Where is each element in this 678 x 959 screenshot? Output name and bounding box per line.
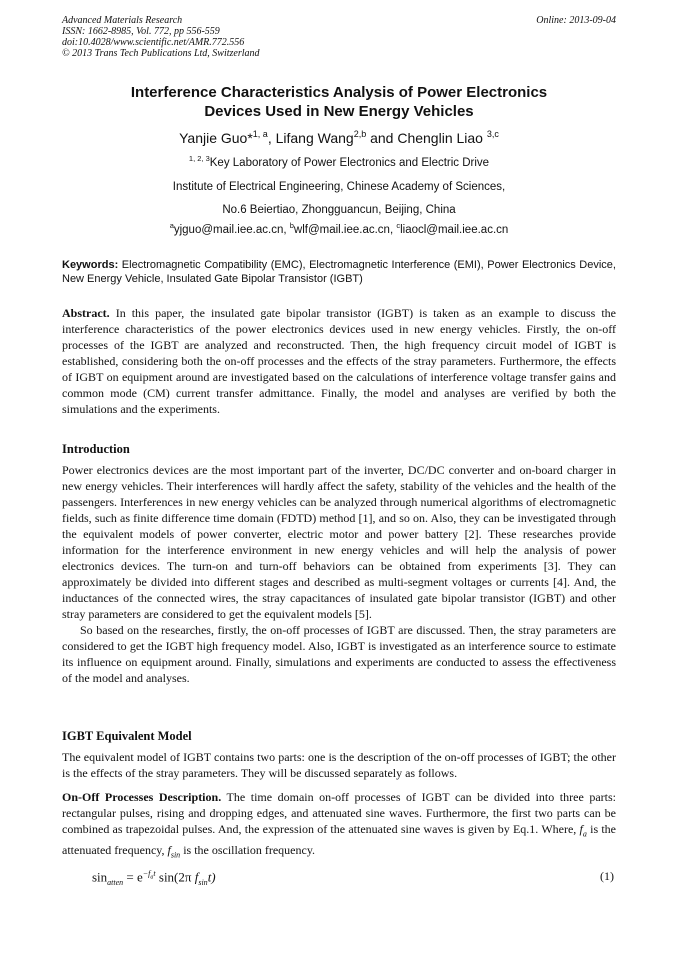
eq-exp: −f — [142, 869, 151, 878]
equation-body — [92, 869, 216, 887]
email-b: wlf@mail.iee.ac.cn, — [293, 224, 397, 236]
author-1: Yanjie Guo* — [179, 130, 253, 146]
onoff-label: On-Off Processes Description. — [62, 790, 222, 804]
journal-name: Advanced Materials Research — [62, 15, 183, 26]
doi-line: doi:10.4028/www.scientific.net/AMR.772.556 — [62, 37, 245, 48]
copyright-line: © 2013 Trans Tech Publications Ltd, Switzerland — [62, 48, 260, 59]
onoff-description — [62, 789, 616, 864]
email-b-sup: b — [289, 221, 294, 230]
section-heading-igbt-model: IGBT Equivalent Model — [62, 729, 192, 743]
symbol-f-sin: f — [167, 843, 171, 858]
eq-exp-t: t — [153, 869, 156, 878]
equation-number: (1) — [600, 869, 614, 883]
section-heading-introduction: Introduction — [62, 442, 130, 456]
affiliation-institute: Institute of Electrical Engineering, Chinese Academy of Sciences, — [172, 181, 506, 193]
author-emails — [62, 223, 616, 237]
introduction-body — [62, 462, 616, 686]
igbt-model-body — [62, 749, 616, 781]
eq-f: f — [194, 869, 199, 885]
eq-exp-sub: a — [150, 874, 154, 881]
introduction-paragraph-2: So based on the researches, firstly, the on-off processes of IGBT are discussed. Then, the stray parameters are considered to get the IGBT high frequency model. Also, IGBT is investigated as an interference source to estimate its influence on equipment around. Finally, simulations and experiments are conducted to assess the effectiveness of the model and analyses. — [62, 623, 616, 685]
eq-f-sub: sin — [198, 877, 208, 887]
onoff-text-b: is the attenuated frequency, — [62, 822, 616, 858]
author-3: and Chenglin Liao — [366, 130, 487, 146]
keywords — [62, 259, 616, 286]
journal-header — [62, 15, 616, 59]
author-1-affil: 1, a — [252, 129, 268, 139]
eq-t: t) — [207, 869, 216, 885]
affiliation-lab-text: Key Laboratory of Power Electronics and Electric Drive — [209, 157, 490, 169]
keywords-label: Keywords: — [62, 259, 119, 271]
title-line-1: Interference Characteristics Analysis of Power Electronics — [130, 84, 548, 101]
onoff-text-a: The time domain on-off processes of IGBT can be divided into three parts: rectangular pulses, rising and dropping edges, and attenuated sine waves. Furthermore, the first two parts can be combined as trapezoidal pulses. And, the expression of the attenuated sine waves is given by Eq.1. Where, — [62, 790, 616, 836]
online-date: Online: 2013-09-04 — [536, 15, 616, 26]
eq-sin2: sin(2π — [155, 869, 195, 885]
keywords-text: Electromagnetic Compatibility (EMC), Electromagnetic Interference (EMI), Power Electronics Device, New Energy Vehicle, Insulated Gate Bipolar Transistor (IGBT) — [62, 259, 616, 285]
author-2-affil: 2,b — [353, 129, 367, 139]
symbol-f-a: f — [579, 822, 583, 836]
email-a-sup: a — [169, 221, 174, 230]
paper-title — [62, 83, 616, 121]
abstract — [62, 305, 616, 417]
eq-sin: sin — [92, 869, 108, 885]
affiliation-address: No.6 Beiertiao, Zhongguancun, Beijing, China — [222, 204, 456, 216]
author-3-affil: 3,c — [486, 129, 499, 139]
symbol-f-a-sub: a — [582, 829, 587, 839]
email-c-sup: c — [396, 221, 401, 230]
issn-line: ISSN: 1662-8985, Vol. 772, pp 556-559 — [62, 26, 220, 37]
author-list — [62, 129, 616, 147]
eq-sub-atten: atten — [107, 877, 124, 887]
email-a: yjguo@mail.iee.ac.cn, — [173, 224, 290, 236]
igbt-model-paragraph: The equivalent model of IGBT contains two parts: one is the description of the on-off processes of IGBT; the other is the effects of the stray parameters. They will be discussed separately as follows. — [62, 750, 616, 780]
equation-1 — [92, 867, 616, 889]
email-c: liaocl@mail.iee.ac.cn — [400, 224, 509, 236]
affiliation-sup: 1, 2, 3 — [188, 154, 210, 163]
onoff-text-c: is the oscillation frequency. — [180, 843, 316, 858]
author-2: , Lifang Wang — [267, 130, 354, 146]
abstract-text: In this paper, the insulated gate bipolar transistor (IGBT) is taken as an example to discuss the interference characteristics of the power electronics devices used in new energy vehicles. Firstly, the on-off processes of the IGBT are analyzed and reconstructed. Then, the high frequency circuit model of IGBT is established, considering both the on-off processes and the effects of the stray parameters. Furthermore, the effects of IGBT on equipment around are investigated based on the calculations of interference voltage transfer gains and common mode (CM) current transfer admittance. Finally, the model and analyses are verified by both the simulations and the experiments. — [62, 306, 616, 416]
title-line-2: Devices Used in New Energy Vehicles — [204, 103, 474, 120]
symbol-f-sin-sub: sin — [170, 850, 181, 860]
introduction-paragraph-1: Power electronics devices are the most important part of the inverter, DC/DC converter and on-board charger in new energy vehicles. Their interferences will hardly affect the safety, stability of the vehicles and the health of the passengers. Interferences in new energy vehicles can be analyzed through numerical algorithms of electromagnetic fields, such as finite difference time domain (FDTD) method [1], and so on. Also, they can be investigated through the equivalent models of power converter, electric motor and power battery [2]. These researches provide information for the interference environment in new energy vehicles and will help the analysis of power electronics devices. The turn-on and turn-off behaviors can be obtained from experiments [3]. They can approximately be divided into different stages and described as multi-segment voltages or currents [4]. And, the inductances of the connected wires, the stray capacitances of insulated gate bipolar transistor (IGBT) and other stray parameters are considered to get the equivalent models [5]. — [62, 463, 616, 621]
eq-e: = e — [123, 869, 143, 885]
abstract-label: Abstract. — [62, 306, 110, 320]
affiliation-lab — [62, 156, 616, 170]
